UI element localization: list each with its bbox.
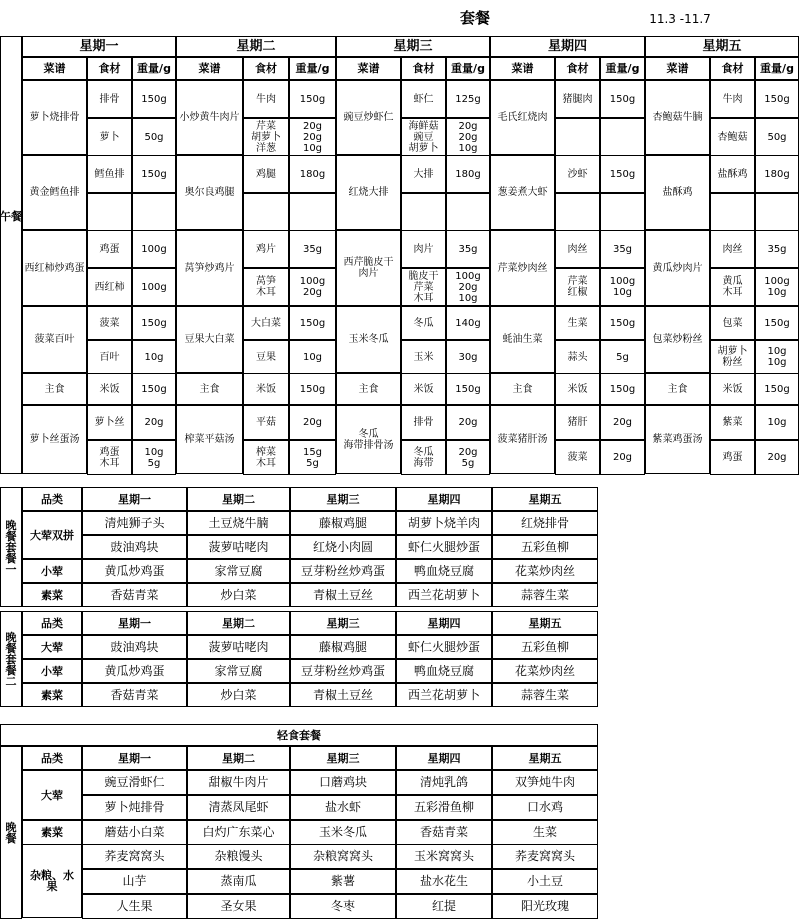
weekday-header: 星期三 (290, 611, 396, 635)
weekday-header: 星期一 (82, 611, 187, 635)
weight-cell: 100g (132, 268, 176, 306)
weight-cell (132, 193, 176, 231)
ingredient-cell (87, 193, 132, 231)
dish-name: 杏鲍菇牛腩 (645, 80, 710, 155)
ingredient-cell: 黄瓜 木耳 (710, 268, 755, 306)
weight-cell: 15g 5g (289, 440, 336, 475)
dish-cell: 豌豆滑虾仁 (82, 770, 187, 795)
weight-cell: 150g (600, 155, 645, 193)
ingredient-cell: 冬瓜 (401, 306, 446, 340)
dish-cell: 萝卜炖排骨 (82, 795, 187, 820)
dish-name: 萝卜丝蛋汤 (22, 405, 87, 474)
dish-cell: 豆芽粉丝炒鸡蛋 (290, 659, 396, 683)
weight-cell: 50g (132, 118, 176, 156)
ingredient-cell: 猪腿肉 (555, 80, 600, 118)
ingredient-cell: 芹菜 胡萝卜 洋葱 (243, 118, 289, 156)
dish-cell: 香菇青菜 (82, 583, 187, 607)
weight-cell: 150g (755, 306, 799, 340)
weekday-header: 星期四 (396, 487, 492, 511)
ingredient-cell: 萝卜丝 (87, 405, 132, 440)
weight-cell: 180g (755, 155, 799, 193)
dish-cell: 蒜蓉生菜 (492, 683, 598, 707)
page-title: 套餐 (459, 8, 490, 27)
weight-cell: 10g (755, 405, 799, 440)
ingredient-cell: 榨菜 木耳 (243, 440, 289, 475)
weight-cell: 35g (289, 230, 336, 268)
dish-cell: 西兰花胡萝卜 (396, 683, 492, 707)
dish-cell: 杂粮馒头 (187, 844, 290, 869)
dish-cell: 盐水虾 (290, 795, 396, 820)
ingredient-cell: 鳕鱼排 (87, 155, 132, 193)
ingredient-cell: 肉片 (401, 230, 446, 268)
weight-cell: 20g (600, 440, 645, 475)
ingredient-cell: 胡萝卜 粉丝 (710, 340, 755, 374)
ingredient-cell: 包菜 (710, 306, 755, 340)
ingredient-cell: 排骨 (87, 80, 132, 118)
dish-cell: 青椒土豆丝 (290, 683, 396, 707)
dish-name: 菠菜百叶 (22, 306, 87, 373)
dish-name: 主食 (176, 373, 243, 405)
category-header: 品类 (22, 487, 82, 511)
category-cell: 大荤 (22, 770, 82, 820)
dish-cell: 豆芽粉丝炒鸡蛋 (290, 559, 396, 583)
weekday-header: 星期四 (396, 746, 492, 770)
dish-cell: 藤椒鸡腿 (290, 635, 396, 659)
dinner-set-label: 晚 餐 套 餐 一 (0, 487, 22, 607)
dish-name: 主食 (22, 373, 87, 405)
dish-cell: 阳光玫瑰 (492, 894, 598, 919)
ingredient-cell: 鸡蛋 木耳 (87, 440, 132, 475)
ingredient-col-header: 食材 (710, 57, 755, 80)
ingredient-cell: 菠菜 (87, 306, 132, 340)
weight-cell: 150g (600, 80, 645, 118)
weekday-header: 星期一 (82, 746, 187, 770)
weight-cell: 10g 10g (755, 340, 799, 374)
weight-cell: 180g (289, 155, 336, 193)
dish-name: 西芹脆皮干 肉片 (336, 230, 401, 306)
dish-cell: 鸭血烧豆腐 (396, 559, 492, 583)
ingredient-cell: 生菜 (555, 306, 600, 340)
weight-cell: 150g (132, 80, 176, 118)
ingredient-cell: 排骨 (401, 405, 446, 440)
ingredient-cell (710, 193, 755, 231)
weight-col-header: 重量/g (289, 57, 336, 80)
dish-cell: 蘑菇小白菜 (82, 820, 187, 845)
dish-name: 榨菜平菇汤 (176, 405, 243, 474)
dish-cell: 炒白菜 (187, 683, 290, 707)
dish-name: 红烧大排 (336, 155, 401, 230)
category-cell: 小荤 (22, 559, 82, 583)
dish-name: 黄金鳕鱼排 (22, 155, 87, 230)
weekday-header: 星期三 (290, 487, 396, 511)
ingredient-col-header: 食材 (87, 57, 132, 80)
dish-cell: 花菜炒肉丝 (492, 659, 598, 683)
weight-cell: 150g (132, 306, 176, 340)
weight-cell: 140g (446, 306, 490, 340)
dish-name: 紫菜鸡蛋汤 (645, 405, 710, 474)
dish-name: 主食 (490, 373, 555, 405)
light-meal-title: 轻食套餐 (0, 724, 598, 746)
dish-name: 莴笋炒鸡片 (176, 230, 243, 306)
weight-cell: 20g (132, 405, 176, 440)
weekday-header: 星期二 (187, 746, 290, 770)
ingredient-cell: 米饭 (401, 373, 446, 405)
ingredient-cell: 猪肝 (555, 405, 600, 440)
dish-cell: 家常豆腐 (187, 659, 290, 683)
dish-cell: 红烧小肉圆 (290, 535, 396, 559)
ingredient-cell: 紫菜 (710, 405, 755, 440)
dish-name: 包菜炒粉丝 (645, 306, 710, 373)
weight-col-header: 重量/g (132, 57, 176, 80)
lunch-label: 午餐 (0, 209, 22, 223)
weight-cell: 150g (289, 373, 336, 405)
weight-cell: 20g (289, 405, 336, 440)
weight-cell: 150g (132, 373, 176, 405)
light-meal-label: 晚餐 (0, 746, 22, 919)
ingredient-cell (555, 193, 600, 231)
ingredient-cell (243, 193, 289, 231)
weight-cell: 150g (289, 306, 336, 340)
dish-cell: 红提 (396, 894, 492, 919)
ingredient-cell: 蒜头 (555, 340, 600, 374)
ingredient-cell: 鸡片 (243, 230, 289, 268)
ingredient-cell: 平菇 (243, 405, 289, 440)
ingredient-cell: 米饭 (555, 373, 600, 405)
weight-col-header: 重量/g (446, 57, 490, 80)
dish-cell: 香菇青菜 (396, 820, 492, 845)
ingredient-cell: 冬瓜 海带 (401, 440, 446, 475)
weight-cell: 150g (755, 80, 799, 118)
dish-cell: 红烧排骨 (492, 511, 598, 535)
weekday-header: 星期二 (176, 36, 336, 57)
dish-col-header: 菜谱 (645, 57, 710, 80)
dish-name: 毛氏红烧肉 (490, 80, 555, 155)
ingredient-cell: 米饭 (243, 373, 289, 405)
dish-cell: 蒸南瓜 (187, 869, 290, 894)
dish-cell: 白灼广东菜心 (187, 820, 290, 845)
dish-cell: 玉米窝窝头 (396, 844, 492, 869)
weekday-header: 星期五 (492, 487, 598, 511)
dinner-set-label: 晚 餐 套 餐 二 (0, 611, 22, 707)
weight-cell (289, 193, 336, 231)
category-header: 品类 (22, 611, 82, 635)
weekday-header: 星期五 (645, 36, 799, 57)
dish-cell: 人生果 (82, 894, 187, 919)
dish-cell: 胡萝卜烧羊肉 (396, 511, 492, 535)
lunch-side-column (0, 36, 22, 474)
dish-name: 萝卜烧排骨 (22, 80, 87, 155)
ingredient-col-header: 食材 (243, 57, 289, 80)
ingredient-cell: 莴笋 木耳 (243, 268, 289, 306)
category-cell: 大荤双拼 (22, 511, 82, 559)
weight-cell: 150g (289, 80, 336, 118)
dish-name: 盐酥鸡 (645, 155, 710, 230)
weight-cell: 35g (446, 230, 490, 268)
ingredient-cell: 大排 (401, 155, 446, 193)
ingredient-cell: 海鲜菇 豌豆 胡萝卜 (401, 118, 446, 156)
weight-cell: 20g 20g 10g (446, 118, 490, 156)
dish-cell: 甜椒牛肉片 (187, 770, 290, 795)
dish-cell: 生菜 (492, 820, 598, 845)
dish-cell: 紫薯 (290, 869, 396, 894)
weight-cell: 150g (132, 155, 176, 193)
category-cell: 素菜 (22, 683, 82, 707)
weight-cell (755, 193, 799, 231)
dish-cell: 西兰花胡萝卜 (396, 583, 492, 607)
ingredient-cell: 百叶 (87, 340, 132, 374)
ingredient-cell (555, 118, 600, 156)
weight-cell: 100g 10g (600, 268, 645, 306)
weight-cell: 50g (755, 118, 799, 156)
date-range: 11.3 -11.7 (649, 11, 711, 26)
dish-name: 玉米冬瓜 (336, 306, 401, 373)
ingredient-cell: 芹菜 红椒 (555, 268, 600, 306)
dish-name: 豆果大白菜 (176, 306, 243, 373)
category-cell: 大荤 (22, 635, 82, 659)
dish-cell: 黄瓜炒鸡蛋 (82, 559, 187, 583)
category-cell: 素菜 (22, 820, 82, 845)
dish-cell: 黄瓜炒鸡蛋 (82, 659, 187, 683)
dish-col-header: 菜谱 (22, 57, 87, 80)
weight-cell: 100g (132, 230, 176, 268)
dish-cell: 口蘑鸡块 (290, 770, 396, 795)
ingredient-col-header: 食材 (401, 57, 446, 80)
dish-cell: 山芋 (82, 869, 187, 894)
dish-cell: 口水鸡 (492, 795, 598, 820)
dish-name: 黄瓜炒肉片 (645, 230, 710, 306)
weekday-header: 星期五 (492, 611, 598, 635)
dish-cell: 豉油鸡块 (82, 535, 187, 559)
dish-name: 菠菜猪肝汤 (490, 405, 555, 474)
ingredient-cell: 牛肉 (710, 80, 755, 118)
dish-cell: 菠萝咕咾肉 (187, 535, 290, 559)
weight-cell: 100g 20g (289, 268, 336, 306)
dish-cell: 荞麦窝窝头 (492, 844, 598, 869)
weight-cell: 150g (600, 306, 645, 340)
ingredient-cell: 米饭 (710, 373, 755, 405)
dish-name: 豌豆炒虾仁 (336, 80, 401, 155)
weight-cell: 20g (446, 405, 490, 440)
dish-cell: 五彩滑鱼柳 (396, 795, 492, 820)
ingredient-cell: 沙虾 (555, 155, 600, 193)
category-cell: 杂粮、水 果 (22, 844, 82, 918)
dish-name: 主食 (645, 373, 710, 405)
dish-cell: 清炖狮子头 (82, 511, 187, 535)
weekday-header: 星期二 (187, 487, 290, 511)
dish-col-header: 菜谱 (336, 57, 401, 80)
weight-cell: 100g 20g 10g (446, 268, 490, 306)
weight-cell: 20g (600, 405, 645, 440)
weight-cell (600, 193, 645, 231)
ingredient-cell: 脆皮干 芹菜 木耳 (401, 268, 446, 306)
weekday-header: 星期五 (492, 746, 598, 770)
dish-cell: 玉米冬瓜 (290, 820, 396, 845)
weight-cell: 35g (600, 230, 645, 268)
ingredient-cell: 米饭 (87, 373, 132, 405)
weight-cell: 30g (446, 340, 490, 374)
dish-cell: 青椒土豆丝 (290, 583, 396, 607)
ingredient-cell: 盐酥鸡 (710, 155, 755, 193)
ingredient-cell: 豆果 (243, 340, 289, 374)
weight-cell: 10g 5g (132, 440, 176, 475)
weight-cell: 10g (289, 340, 336, 374)
dish-cell: 香菇青菜 (82, 683, 187, 707)
category-cell: 素菜 (22, 583, 82, 607)
dish-name: 西红柿炒鸡蛋 (22, 230, 87, 306)
weight-cell: 150g (755, 373, 799, 405)
ingredient-cell: 西红柿 (87, 268, 132, 306)
dish-cell: 家常豆腐 (187, 559, 290, 583)
ingredient-cell: 牛肉 (243, 80, 289, 118)
weight-cell (446, 193, 490, 231)
dish-cell: 荞麦窝窝头 (82, 844, 187, 869)
dish-cell: 双笋炖牛肉 (492, 770, 598, 795)
weekday-header: 星期一 (22, 36, 176, 57)
dish-name: 蚝油生菜 (490, 306, 555, 373)
ingredient-cell: 杏鲍菇 (710, 118, 755, 156)
dish-cell: 蒜蓉生菜 (492, 583, 598, 607)
ingredient-cell: 鸡蛋 (710, 440, 755, 475)
weight-cell: 150g (600, 373, 645, 405)
dish-name: 冬瓜 海带排骨汤 (336, 405, 401, 474)
weight-cell: 180g (446, 155, 490, 193)
ingredient-cell: 肉丝 (555, 230, 600, 268)
dish-cell: 菠萝咕咾肉 (187, 635, 290, 659)
ingredient-cell: 肉丝 (710, 230, 755, 268)
weight-cell: 5g (600, 340, 645, 374)
ingredient-cell: 大白菜 (243, 306, 289, 340)
weight-cell: 125g (446, 80, 490, 118)
dish-name: 小炒黄牛肉片 (176, 80, 243, 155)
dish-name: 奥尔良鸡腿 (176, 155, 243, 230)
dish-cell: 土豆烧牛腩 (187, 511, 290, 535)
ingredient-col-header: 食材 (555, 57, 600, 80)
ingredient-cell: 鸡蛋 (87, 230, 132, 268)
dish-cell: 豉油鸡块 (82, 635, 187, 659)
dish-name: 葱姜煮大虾 (490, 155, 555, 230)
ingredient-cell: 玉米 (401, 340, 446, 374)
weight-cell: 35g (755, 230, 799, 268)
dish-cell: 小土豆 (492, 869, 598, 894)
dish-cell: 虾仁火腿炒蛋 (396, 635, 492, 659)
weight-col-header: 重量/g (755, 57, 799, 80)
ingredient-cell (401, 193, 446, 231)
dish-col-header: 菜谱 (176, 57, 243, 80)
dish-cell: 花菜炒肉丝 (492, 559, 598, 583)
dish-cell: 清炖乳鸽 (396, 770, 492, 795)
weekday-header: 星期一 (82, 487, 187, 511)
weight-cell (600, 118, 645, 156)
dish-cell: 冬枣 (290, 894, 396, 919)
weekday-header: 星期四 (490, 36, 645, 57)
dish-cell: 虾仁火腿炒蛋 (396, 535, 492, 559)
dish-cell: 圣女果 (187, 894, 290, 919)
dish-col-header: 菜谱 (490, 57, 555, 80)
dish-cell: 杂粮窝窝头 (290, 844, 396, 869)
weekday-header: 星期二 (187, 611, 290, 635)
weight-cell: 20g (755, 440, 799, 475)
category-cell: 小荤 (22, 659, 82, 683)
weight-cell: 20g 20g 10g (289, 118, 336, 156)
dish-cell: 清蒸凤尾虾 (187, 795, 290, 820)
ingredient-cell: 萝卜 (87, 118, 132, 156)
dish-cell: 藤椒鸡腿 (290, 511, 396, 535)
weight-cell: 10g (132, 340, 176, 374)
weight-col-header: 重量/g (600, 57, 645, 80)
dish-cell: 盐水花生 (396, 869, 492, 894)
dish-cell: 鸭血烧豆腐 (396, 659, 492, 683)
weight-cell: 150g (446, 373, 490, 405)
weekday-header: 星期三 (336, 36, 490, 57)
category-header: 品类 (22, 746, 82, 770)
ingredient-cell: 菠菜 (555, 440, 600, 475)
dish-name: 芹菜炒肉丝 (490, 230, 555, 306)
dish-name: 主食 (336, 373, 401, 405)
dish-cell: 炒白菜 (187, 583, 290, 607)
ingredient-cell: 鸡腿 (243, 155, 289, 193)
weight-cell: 20g 5g (446, 440, 490, 475)
ingredient-cell: 虾仁 (401, 80, 446, 118)
weekday-header: 星期三 (290, 746, 396, 770)
weekday-header: 星期四 (396, 611, 492, 635)
dish-cell: 五彩鱼柳 (492, 535, 598, 559)
dish-cell: 五彩鱼柳 (492, 635, 598, 659)
weight-cell: 100g 10g (755, 268, 799, 306)
